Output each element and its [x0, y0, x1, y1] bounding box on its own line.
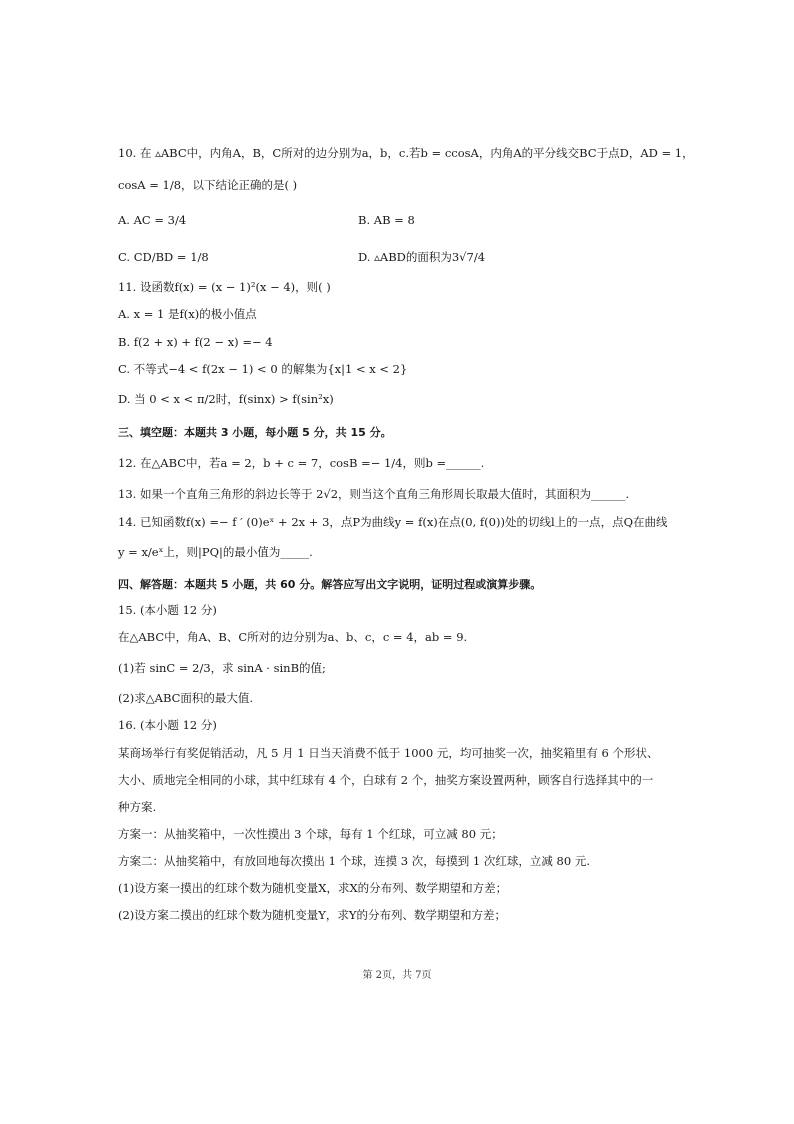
q16-part1: (1)设方案一摸出的红球个数为随机变量X，求X的分布列、数学期望和方差； — [118, 881, 508, 895]
q15-part1: (1)若 sinC = 2/3，求 sinA · sinB的值; — [118, 661, 326, 675]
q11-option-b: B. f(2 + x) + f(2 − x) =− 4 — [118, 335, 273, 349]
q16-plan-2: 方案二：从抽奖箱中，有放回地每次摸出 1 个球，连摸 3 次，每摸到 1 次红球，立减 80 元. — [118, 854, 590, 868]
q10-option-b: B. AB = 8 — [358, 213, 415, 227]
q14-line2: y = x/eˣ上，则|PQ|的最小值为_____. — [118, 545, 313, 559]
q16-part2: (2)设方案二摸出的红球个数为随机变量Y，求Y的分布列、数学期望和方差； — [118, 908, 506, 922]
page-footer: 第 2页，共 7页 — [362, 970, 432, 981]
section-4-heading: 四、解答题：本题共 5 小题，共 60 分。解答应写出文字说明，证明过程或演算步骤。 — [118, 578, 542, 591]
q16-text-3: 种方案. — [118, 800, 157, 814]
section-3-heading: 三、填空题：本题共 3 小题，每小题 5 分，共 15 分。 — [118, 426, 392, 439]
q10-line2: cosA = 1/8，以下结论正确的是( ) — [118, 178, 298, 192]
q16-text-2: 大小、质地完全相同的小球，其中红球有 4 个，白球有 2 个，抽奖方案设置两种，顾客自行选择其中的一 — [118, 773, 654, 787]
q10-option-c: C. CD/BD = 1/8 — [118, 250, 209, 264]
q16-plan-1: 方案一：从抽奖箱中，一次性摸出 3 个球，每有 1 个红球，可立减 80 元； — [118, 827, 503, 841]
q15-part2: (2)求△ABC面积的最大值. — [118, 691, 254, 705]
q12: 12. 在△ABC中，若a = 2，b + c = 7，cosB =− 1/4，则b =______. — [118, 456, 485, 470]
q11-option-c: C. 不等式−4 < f(2x − 1) < 0 的解集为{x|1 < x < 2} — [118, 362, 408, 376]
q11-option-d: D. 当 0 < x < π/2时，f(sinx) > f(sin²x) — [118, 392, 334, 406]
q15-stem: 在△ABC中，角A、B、C所对的边分别为a、b、c，c = 4，ab = 9. — [118, 630, 468, 644]
q10-option-d: D. ▵ABD的面积为3√7/4 — [358, 250, 486, 264]
q16-text-1: 某商场举行有奖促销活动，凡 5 月 1 日当天消费不低于 1000 元，均可抽奖一次，抽奖箱里有 6 个形状、 — [118, 746, 659, 760]
q11-stem: 11. 设函数f(x) = (x − 1)²(x − 4)，则( ) — [118, 280, 331, 294]
q10-option-a: A. AC = 3/4 — [118, 213, 187, 227]
q10-line1: 10. 在 ▵ABC中，内角A，B，C所对的边分别为a，b，c.若b = ccosA，内角A的平分线交BC于点D，AD = 1， — [118, 146, 694, 160]
q15-heading: 15. (本小题 12 分) — [118, 603, 217, 617]
q11-option-a: A. x = 1 是f(x)的极小值点 — [118, 307, 257, 321]
q16-heading: 16. (本小题 12 分) — [118, 718, 217, 732]
q14-line1: 14. 已知函数f(x) =− f ′ (0)eˣ + 2x + 3，点P为曲线y = f(x)在点(0, f(0))处的切线l上的一点，点Q在曲线 — [118, 515, 668, 529]
q13: 13. 如果一个直角三角形的斜边长等于 2√2，则当这个直角三角形周长取最大值时，其面积为______. — [118, 487, 630, 501]
